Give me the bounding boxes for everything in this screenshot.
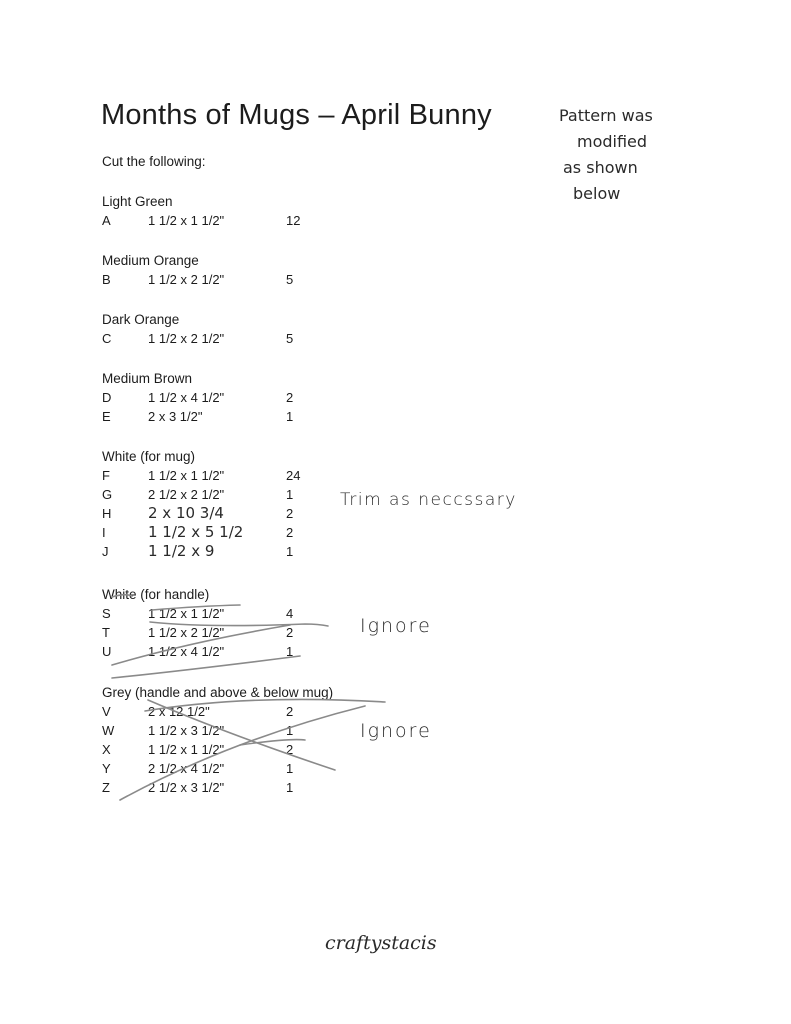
piece-qty: 2 <box>286 525 294 540</box>
page-title: Months of Mugs – April Bunny <box>101 99 492 131</box>
ignore-annotation-handle: Ignore <box>360 615 432 637</box>
piece-size: 1 1/2 x 4 1/2" <box>148 644 225 659</box>
piece-letter: V <box>102 704 111 719</box>
signature-logo: craftystacis <box>325 932 437 954</box>
strike-mark <box>148 700 335 770</box>
piece-size: 2 x 3 1/2" <box>148 409 203 424</box>
section-heading: White (for mug) <box>102 449 196 464</box>
piece-size: 1 1/2 x 2 1/2" <box>148 625 225 640</box>
piece-letter: T <box>102 625 110 640</box>
piece-letter: G <box>102 487 113 502</box>
strike-mark <box>150 622 328 626</box>
section-heading: Medium Brown <box>102 371 193 386</box>
piece-size: 1 1/2 x 4 1/2" <box>148 390 225 405</box>
trim-annotation: Trim as neccssary <box>340 490 517 510</box>
piece-letter: E <box>102 409 111 424</box>
note-line-3: as shown <box>563 158 638 177</box>
section-heading: Grey (handle and above & below mug) <box>102 685 334 700</box>
section-heading: Light Green <box>102 194 173 209</box>
piece-qty: 1 <box>286 409 294 424</box>
piece-size: 1 1/2 x 1 1/2" <box>148 213 225 228</box>
piece-letter: B <box>102 272 111 287</box>
piece-letter: F <box>102 468 110 483</box>
piece-qty: 5 <box>286 331 294 346</box>
piece-qty: 1 <box>286 644 294 659</box>
piece-qty: 1 <box>286 723 294 738</box>
piece-size-handwritten: 1 1/2 x 9 <box>148 542 215 560</box>
piece-qty: 5 <box>286 272 294 287</box>
piece-qty: 2 <box>286 704 294 719</box>
piece-letter: U <box>102 644 112 659</box>
note-line-4: below <box>573 184 621 203</box>
piece-letter: J <box>102 544 109 559</box>
piece-qty: 2 <box>286 625 294 640</box>
piece-size-handwritten: 1 1/2 x 5 1/2 <box>148 523 244 541</box>
piece-qty: 2 <box>286 742 294 757</box>
piece-letter: Y <box>102 761 111 776</box>
piece-size-handwritten: 2 x 10 3/4 <box>148 504 224 522</box>
strike-mark <box>112 595 132 597</box>
piece-letter: S <box>102 606 111 621</box>
piece-size: 2 1/2 x 4 1/2" <box>148 761 225 776</box>
piece-qty: 1 <box>286 780 294 795</box>
piece-qty: 4 <box>286 606 294 621</box>
piece-size: 2 1/2 x 2 1/2" <box>148 487 225 502</box>
section-heading: White (for handle) <box>102 587 210 602</box>
strike-mark <box>152 605 240 610</box>
piece-letter: A <box>102 213 111 228</box>
piece-size: 1 1/2 x 1 1/2" <box>148 606 225 621</box>
piece-qty: 12 <box>286 213 301 228</box>
section-heading: Medium Orange <box>102 253 199 268</box>
piece-size: 1 1/2 x 2 1/2" <box>148 331 225 346</box>
section-heading: Dark Orange <box>102 312 180 327</box>
piece-qty: 1 <box>286 761 294 776</box>
note-line-1: Pattern was <box>559 106 653 125</box>
piece-qty: 1 <box>286 544 294 559</box>
piece-letter: W <box>102 723 115 738</box>
piece-letter: I <box>102 525 106 540</box>
note-line-2: modified <box>577 132 648 151</box>
piece-size: 1 1/2 x 3 1/2" <box>148 723 225 738</box>
piece-qty: 2 <box>286 390 294 405</box>
piece-size: 1 1/2 x 2 1/2" <box>148 272 225 287</box>
piece-qty: 2 <box>286 506 294 521</box>
piece-letter: C <box>102 331 112 346</box>
piece-size: 1 1/2 x 1 1/2" <box>148 742 225 757</box>
strike-mark <box>120 706 365 800</box>
piece-letter: Z <box>102 780 110 795</box>
piece-qty: 24 <box>286 468 301 483</box>
piece-size: 2 x 12 1/2" <box>148 704 210 719</box>
piece-letter: H <box>102 506 112 521</box>
piece-letter: X <box>102 742 111 757</box>
strike-mark <box>112 625 290 665</box>
piece-qty: 1 <box>286 487 294 502</box>
ignore-annotation-grey: Ignore <box>360 720 432 742</box>
instructions-label: Cut the following: <box>102 154 206 169</box>
piece-size: 2 1/2 x 3 1/2" <box>148 780 225 795</box>
piece-size: 1 1/2 x 1 1/2" <box>148 468 225 483</box>
strike-mark <box>112 656 300 678</box>
strike-mark <box>145 699 385 711</box>
piece-letter: D <box>102 390 112 405</box>
